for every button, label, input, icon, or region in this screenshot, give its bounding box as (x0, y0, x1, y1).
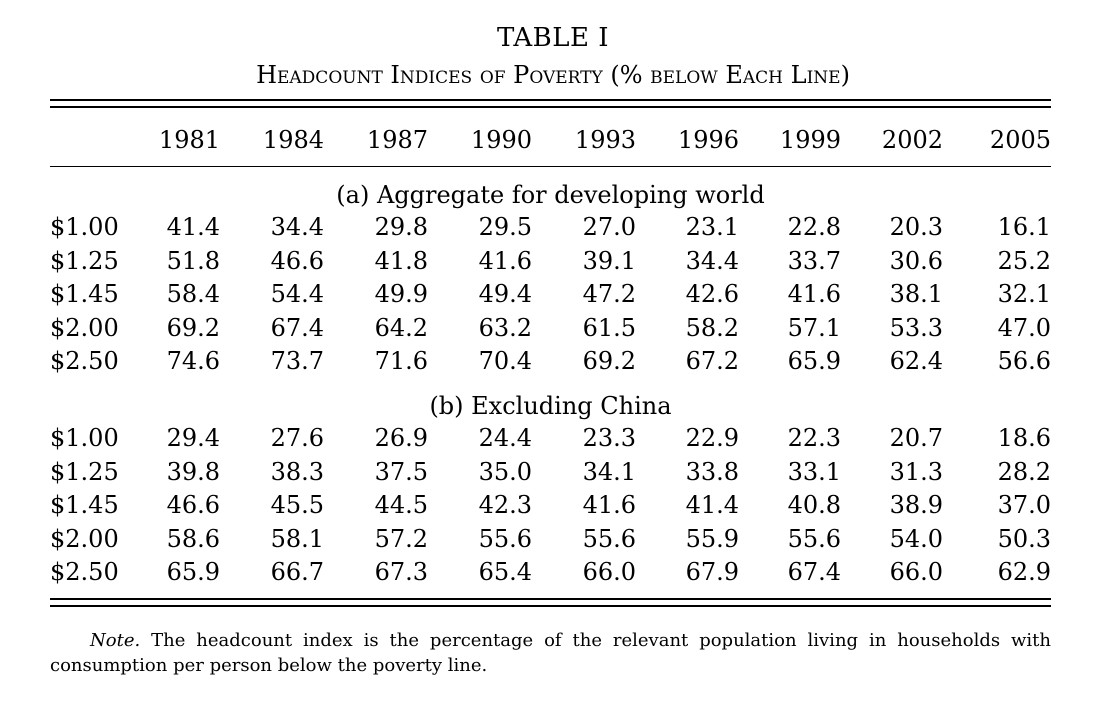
poverty-line-label: $1.00 (50, 213, 119, 241)
table-cell: 41.4 (685, 491, 739, 519)
section-title: (b) Excluding China (429, 392, 672, 420)
table-cell: 56.6 (997, 347, 1051, 375)
table-cell: 18.6 (997, 424, 1051, 452)
table-cell: 39.8 (166, 457, 220, 486)
table-cell: 30.6 (889, 246, 943, 275)
table-cell: 61.5 (582, 313, 636, 342)
table-row (50, 245, 1051, 279)
table-cell: 67.3 (374, 558, 428, 586)
table-cell: 65.9 (166, 558, 220, 586)
table-cell: 53.3 (889, 313, 943, 342)
table-cell: 38.1 (889, 280, 943, 308)
table-row (50, 312, 1051, 346)
table-cell: 24.4 (478, 424, 532, 452)
year-header-1984: 1984 (262, 126, 324, 154)
note-text: The headcount index is the percentage of the relevant population living in households with consumption per person below the poverty line. (50, 630, 1051, 676)
table-cell: 67.4 (270, 313, 324, 342)
table-row (50, 556, 1051, 590)
table-cell: 47.2 (582, 280, 636, 308)
table-cell: 27.0 (582, 213, 636, 241)
section-title: (a) Aggregate for developing world (336, 181, 765, 209)
table-row (50, 489, 1051, 523)
table-cell: 63.2 (478, 313, 532, 342)
table-cell: 41.4 (166, 213, 220, 241)
table-cell: 20.3 (889, 213, 943, 241)
table-cell: 29.4 (166, 424, 220, 452)
table-cell: 22.8 (787, 213, 841, 241)
table-cell: 38.3 (270, 457, 324, 486)
table-cell: 34.4 (270, 213, 324, 241)
year-header-1987: 1987 (366, 126, 428, 154)
table-cell: 57.2 (374, 524, 428, 553)
table-note (50, 628, 1051, 678)
note-lead: Note. (90, 630, 141, 651)
table-cell: 69.2 (582, 347, 636, 375)
table-cell: 45.5 (270, 491, 324, 519)
table-cell: 31.3 (889, 457, 943, 486)
year-header-1981: 1981 (158, 126, 220, 154)
header-rule (50, 166, 1051, 167)
top-rule-outer (50, 99, 1051, 101)
table-cell: 73.7 (270, 347, 324, 375)
table-row (50, 278, 1051, 312)
table-cell: 34.1 (582, 457, 636, 486)
table-cell: 57.1 (787, 313, 841, 342)
table-cell: 47.0 (997, 313, 1051, 342)
table-cell: 67.2 (685, 347, 739, 375)
poverty-line-label: $1.45 (50, 491, 119, 519)
table-cell: 40.8 (787, 491, 841, 519)
table-cell: 51.8 (166, 246, 220, 275)
table-cell: 70.4 (478, 347, 532, 375)
table-cell: 50.3 (997, 524, 1051, 553)
table-label: TABLE I (496, 23, 610, 53)
table-cell: 54.4 (270, 280, 324, 308)
table-cell: 41.8 (374, 246, 428, 275)
bottom-rule-outer (50, 605, 1051, 607)
table-cell: 58.2 (685, 313, 739, 342)
table-row (50, 345, 1051, 379)
table-cell: 26.9 (374, 424, 428, 452)
table-cell: 64.2 (374, 313, 428, 342)
poverty-line-label: $2.00 (50, 524, 119, 553)
table-cell: 29.5 (478, 213, 532, 241)
table-cell: 49.9 (374, 280, 428, 308)
poverty-line-label: $2.50 (50, 558, 119, 586)
table-cell: 49.4 (478, 280, 532, 308)
table-cell: 33.1 (787, 457, 841, 486)
table-cell: 69.2 (166, 313, 220, 342)
table-cell: 41.6 (787, 280, 841, 308)
table-cell: 62.4 (889, 347, 943, 375)
table-row (50, 523, 1051, 557)
poverty-line-label: $2.50 (50, 347, 119, 375)
table-cell: 41.6 (582, 491, 636, 519)
table-cell: 29.8 (374, 213, 428, 241)
table-cell: 16.1 (997, 213, 1051, 241)
table-cell: 55.9 (685, 524, 739, 553)
table-cell: 58.6 (166, 524, 220, 553)
table-cell: 37.5 (374, 457, 428, 486)
table-cell: 65.4 (478, 558, 532, 586)
table-cell: 55.6 (478, 524, 532, 553)
poverty-line-label: $1.25 (50, 457, 119, 486)
table-cell: 20.7 (889, 424, 943, 452)
table-cell: 33.7 (787, 246, 841, 275)
year-header-row (50, 122, 1051, 158)
year-header-1993: 1993 (574, 126, 636, 154)
table-row (50, 211, 1051, 245)
table-cell: 25.2 (997, 246, 1051, 275)
table-cell: 65.9 (787, 347, 841, 375)
table-cell: 37.0 (997, 491, 1051, 519)
table-row (50, 422, 1051, 456)
table-cell: 39.1 (582, 246, 636, 275)
bottom-rule-inner (50, 598, 1051, 600)
table-cell: 71.6 (374, 347, 428, 375)
section-rows (50, 422, 1051, 590)
table-cell: 27.6 (270, 424, 324, 452)
table-cell: 44.5 (374, 491, 428, 519)
poverty-line-label: $1.25 (50, 246, 119, 275)
table-cell: 46.6 (270, 246, 324, 275)
year-header-1990: 1990 (470, 126, 532, 154)
table-cell: 62.9 (997, 558, 1051, 586)
table-caption: Headcount Indices of Poverty (% below Each Line) (256, 61, 850, 89)
table-cell: 23.1 (685, 213, 739, 241)
year-header-2005: 2005 (989, 126, 1051, 154)
table-cell: 58.4 (166, 280, 220, 308)
table-cell: 35.0 (478, 457, 532, 486)
table-cell: 22.9 (685, 424, 739, 452)
table-row (50, 456, 1051, 490)
table-cell: 67.9 (685, 558, 739, 586)
table-cell: 74.6 (166, 347, 220, 375)
table-cell: 28.2 (997, 457, 1051, 486)
table-cell: 22.3 (787, 424, 841, 452)
section-rows (50, 211, 1051, 379)
table-cell: 46.6 (166, 491, 220, 519)
table-cell: 66.7 (270, 558, 324, 586)
table-cell: 66.0 (889, 558, 943, 586)
table-cell: 42.3 (478, 491, 532, 519)
poverty-line-label: $2.00 (50, 313, 119, 342)
top-rule-inner (50, 106, 1051, 108)
year-header-2002: 2002 (881, 126, 943, 154)
table-cell: 55.6 (582, 524, 636, 553)
table-cell: 66.0 (582, 558, 636, 586)
table-cell: 54.0 (889, 524, 943, 553)
year-header-1999: 1999 (779, 126, 841, 154)
table-cell: 55.6 (787, 524, 841, 553)
table-cell: 67.4 (787, 558, 841, 586)
table-cell: 58.1 (270, 524, 324, 553)
poverty-line-label: $1.45 (50, 280, 119, 308)
table-cell: 34.4 (685, 246, 739, 275)
year-header-1996: 1996 (677, 126, 739, 154)
table-cell: 42.6 (685, 280, 739, 308)
table-cell: 23.3 (582, 424, 636, 452)
table-cell: 32.1 (997, 280, 1051, 308)
table-cell: 41.6 (478, 246, 532, 275)
table-cell: 33.8 (685, 457, 739, 486)
table-cell: 38.9 (889, 491, 943, 519)
poverty-line-label: $1.00 (50, 424, 119, 452)
